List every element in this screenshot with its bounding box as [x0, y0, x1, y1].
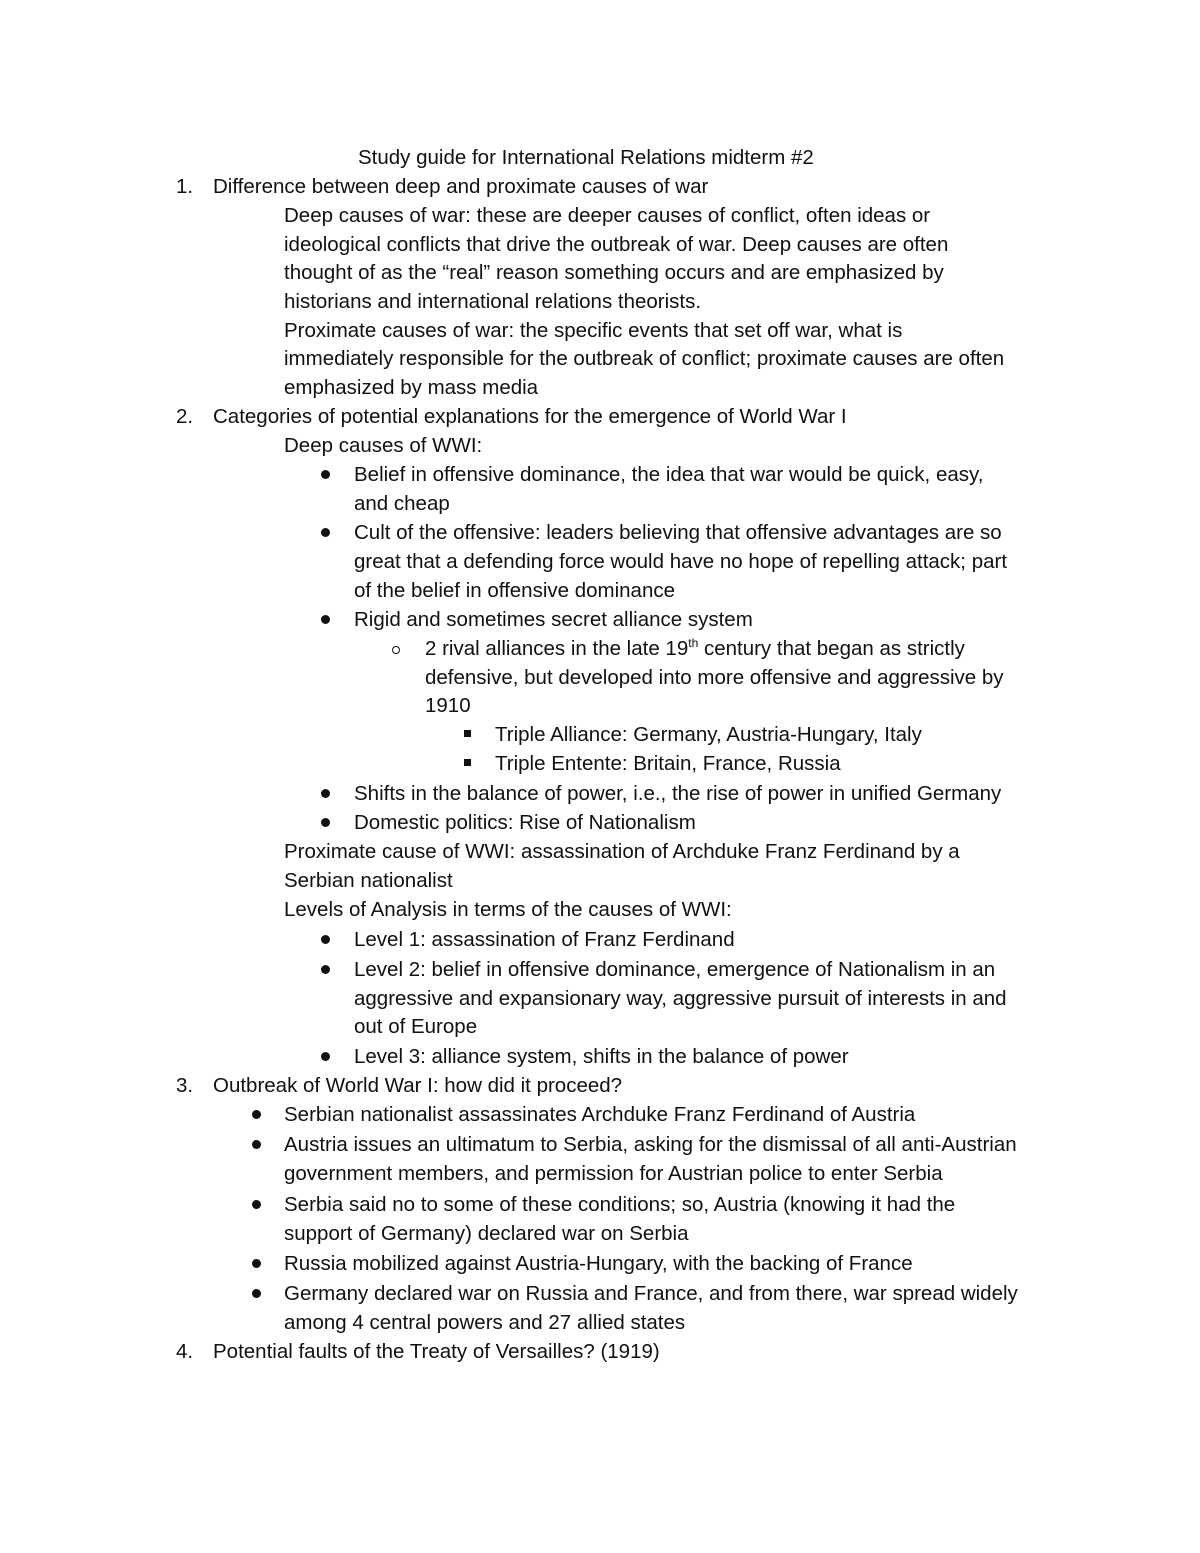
bullet-text: Germany declared war on Russia and France, and from there, war spread widely [284, 1282, 1018, 1305]
bullet-text: Shifts in the balance of power, i.e., the rise of power in unified Germany [354, 782, 1002, 805]
bullet-icon [321, 818, 330, 827]
text-line: Proximate causes of war: the specific events that set off war, what is [284, 319, 903, 342]
text-line: ideological conflicts that drive the outbreak of war. Deep causes are often [284, 233, 949, 256]
text-line: Serbian nationalist [284, 869, 453, 892]
bullet-text: Belief in offensive dominance, the idea that war would be quick, easy, [354, 463, 984, 486]
bullet-text: support of Germany) declared war on Serbia [284, 1222, 689, 1245]
text-line: thought of as the “real” reason something occurs and are emphasized by [284, 261, 944, 284]
alliance-text: Triple Entente: Britain, France, Russia [495, 752, 841, 775]
item-number: 2. [176, 405, 194, 428]
text-line: immediately responsible for the outbreak of conflict; proximate causes are often [284, 347, 1005, 370]
item-number: 1. [176, 175, 194, 198]
item-heading: Categories of potential explanations for the emergence of World War I [213, 405, 847, 428]
section-label: Levels of Analysis in terms of the causes of WWI: [284, 898, 732, 921]
bullet-text: Cult of the offensive: leaders believing that offensive advantages are so [354, 521, 1002, 544]
sub-bullet-text: 2 rival alliances in the late 19th century that began as strictly [425, 636, 965, 660]
bullet-icon [252, 1140, 261, 1149]
page-title: Study guide for International Relations midterm #2 [358, 146, 814, 169]
circle-bullet-icon [392, 646, 400, 654]
bullet-icon [321, 615, 330, 624]
bullet-text: Rigid and sometimes secret alliance system [354, 608, 753, 631]
item-heading: Difference between deep and proximate causes of war [213, 175, 709, 198]
text-line: Deep causes of war: these are deeper causes of conflict, often ideas or [284, 204, 931, 227]
bullet-text: Level 3: alliance system, shifts in the balance of power [354, 1045, 849, 1068]
bullet-icon [252, 1110, 261, 1119]
item-heading: Outbreak of World War I: how did it proceed? [213, 1074, 623, 1097]
bullet-icon [252, 1200, 261, 1209]
bullet-icon [321, 470, 330, 479]
bullet-text: Russia mobilized against Austria-Hungary, with the backing of France [284, 1252, 913, 1275]
sub-bullet-text: 1910 [425, 694, 471, 717]
sub-bullet-text: defensive, but developed into more offensive and aggressive by [425, 666, 1004, 689]
bullet-icon [252, 1289, 261, 1298]
bullet-icon [321, 965, 330, 974]
text-line: historians and international relations theorists. [284, 290, 702, 313]
bullet-text: aggressive and expansionary way, aggressive pursuit of interests in and [354, 987, 1007, 1010]
bullet-text: Austria issues an ultimatum to Serbia, asking for the dismissal of all anti-Austrian [284, 1133, 1017, 1156]
bullet-icon [321, 789, 330, 798]
bullet-icon [321, 528, 330, 537]
bullet-text: Serbian nationalist assassinates Archduke Franz Ferdinand of Austria [284, 1103, 916, 1126]
bullet-icon [252, 1259, 261, 1268]
bullet-icon [321, 935, 330, 944]
bullet-text: among 4 central powers and 27 allied states [284, 1311, 686, 1334]
bullet-text: great that a defending force would have no hope of repelling attack; part [354, 550, 1008, 573]
square-bullet-icon [464, 730, 471, 737]
bullet-text: Level 2: belief in offensive dominance, emergence of Nationalism in an [354, 958, 996, 981]
section-label: Deep causes of WWI: [284, 434, 483, 457]
text-line: emphasized by mass media [284, 376, 539, 399]
text-line: Proximate cause of WWI: assassination of Archduke Franz Ferdinand by a [284, 840, 960, 863]
bullet-icon [321, 1052, 330, 1061]
item-heading: Potential faults of the Treaty of Versailles? (1919) [213, 1340, 660, 1363]
bullet-text: Domestic politics: Rise of Nationalism [354, 811, 696, 834]
bullet-text: and cheap [354, 492, 450, 515]
item-number: 4. [176, 1340, 194, 1363]
square-bullet-icon [464, 759, 471, 766]
alliance-text: Triple Alliance: Germany, Austria-Hungary, Italy [495, 723, 922, 746]
item-number: 3. [176, 1074, 194, 1097]
bullet-text: Serbia said no to some of these conditions; so, Austria (knowing it had the [284, 1193, 956, 1216]
bullet-text: of the belief in offensive dominance [354, 579, 676, 602]
bullet-text: out of Europe [354, 1015, 478, 1038]
bullet-text: government members, and permission for Austrian police to enter Serbia [284, 1162, 943, 1185]
bullet-text: Level 1: assassination of Franz Ferdinand [354, 928, 735, 951]
